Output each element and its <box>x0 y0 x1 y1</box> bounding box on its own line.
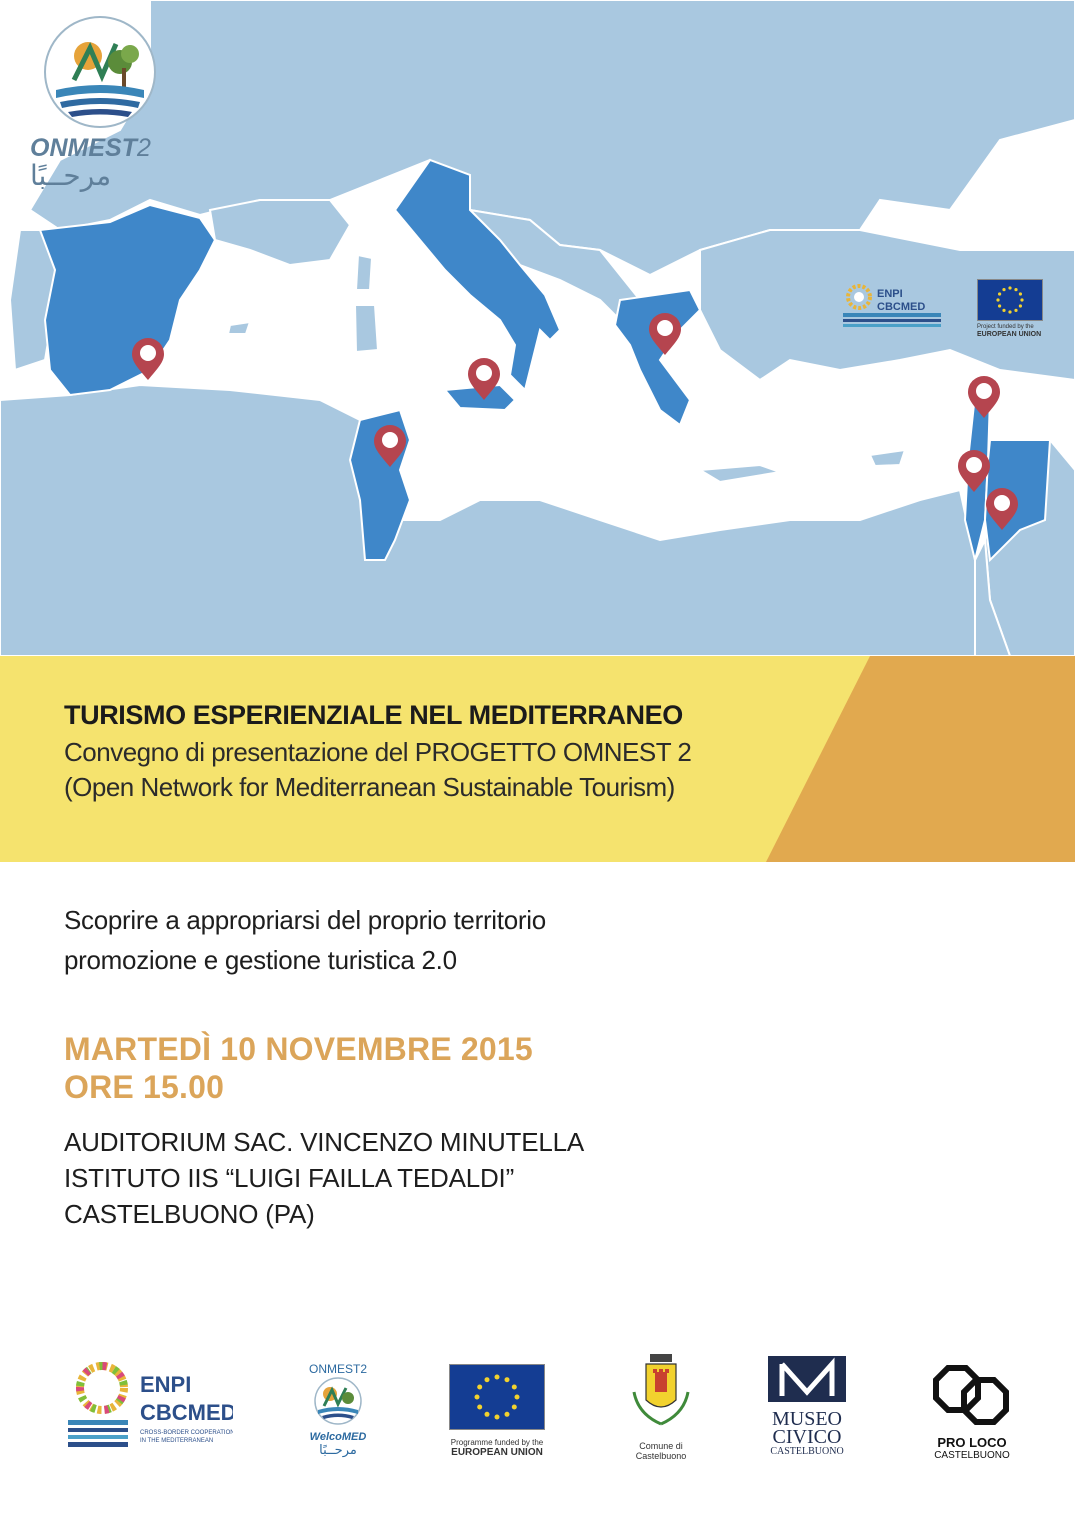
onmest-logo <box>30 16 170 192</box>
onmest-emblem <box>44 16 156 128</box>
enpi-sun-icon <box>80 1366 124 1410</box>
description-line-1: Scoprire a appropriarsi del proprio territorio <box>64 905 546 935</box>
greece-shape <box>615 290 700 425</box>
eu-name-top: EUROPEAN UNION <box>977 331 1042 338</box>
event-description <box>64 900 546 980</box>
svg-text:CBCMED: CBCMED <box>140 1400 233 1425</box>
svg-text:IN THE MEDITERRANEAN: IN THE MEDITERRANEAN <box>140 1438 214 1444</box>
event-date: MARTEDÌ 10 NOVEMBRE 2015 <box>64 1031 533 1067</box>
comune-label-1: Comune di <box>639 1441 683 1451</box>
svg-text:CBCMED: CBCMED <box>877 301 926 313</box>
event-subtitle-acronym: (Open Network for Mediterranean Sustainable Tourism) <box>64 772 675 802</box>
svg-text:CROSS-BORDER COOPERATION: CROSS-BORDER COOPERATION <box>140 1430 233 1436</box>
event-subtitle: Convegno di presentazione del PROGETTO OMNEST 2 <box>64 737 692 767</box>
onmest-wordmark: ONMEST2 <box>30 134 151 162</box>
sponsor-pro-loco <box>928 1362 1016 1461</box>
comune-label-2: Castelbuono <box>635 1451 687 1461</box>
eu-logo-top <box>977 279 1043 339</box>
enpi-logo-top <box>843 283 943 344</box>
pro-loco-label-1: PRO LOCO <box>937 1435 1007 1450</box>
sponsor-museo-civico <box>766 1356 848 1457</box>
event-venue <box>64 1124 584 1232</box>
museo-m-icon <box>766 1356 848 1402</box>
welcomed-emblem-icon <box>306 1376 370 1426</box>
svg-text:ENPI: ENPI <box>140 1372 192 1397</box>
eu-caption-top: Project funded by the <box>977 324 1034 330</box>
onmest-arabic: مرحــبًا <box>30 159 112 192</box>
castelbuono-crest-icon <box>624 1352 698 1436</box>
welcomed-name: WelcoMED <box>309 1431 367 1443</box>
sponsor-european-union <box>449 1364 545 1458</box>
pro-loco-rings-icon <box>928 1362 1016 1426</box>
museo-label-1: MUSEO <box>771 1408 842 1430</box>
eu-caption: Programme funded by the <box>450 1438 544 1447</box>
welcomed-top-label: ONMEST2 <box>308 1362 367 1376</box>
venue-line-3: CASTELBUONO (PA) <box>64 1199 315 1229</box>
museo-label-3: CASTELBUONO <box>770 1446 844 1457</box>
event-datetime <box>64 1030 533 1106</box>
event-time: ORE 15.00 <box>64 1069 225 1105</box>
sponsor-comune-castelbuono <box>624 1352 698 1461</box>
spain-shape <box>40 205 215 395</box>
welcomed-arabic: مرحــبًا <box>319 1443 357 1458</box>
event-title: TURISMO ESPERIENZIALE NEL MEDITERRANEO <box>64 700 683 730</box>
eu-name: EUROPEAN UNION <box>451 1447 543 1458</box>
venue-line-2: ISTITUTO IIS “LUIGI FAILLA TEDALDI” <box>64 1163 515 1193</box>
sponsor-welcomed <box>306 1362 370 1458</box>
svg-text:ENPI: ENPI <box>877 288 903 300</box>
enpi-sun-icon <box>848 286 870 308</box>
eu-flag-icon <box>449 1364 545 1430</box>
mediterranean-map <box>0 0 1075 656</box>
museo-label-2: CIVICO <box>772 1426 842 1448</box>
sponsor-enpi-cbcmed <box>68 1358 233 1453</box>
venue-line-1: AUDITORIUM SAC. VINCENZO MINUTELLA <box>64 1127 585 1157</box>
description-line-2: promozione e gestione turistica 2.0 <box>64 945 457 975</box>
eu-flag-icon <box>977 279 1043 321</box>
pro-loco-label-2: CASTELBUONO <box>934 1450 1010 1461</box>
